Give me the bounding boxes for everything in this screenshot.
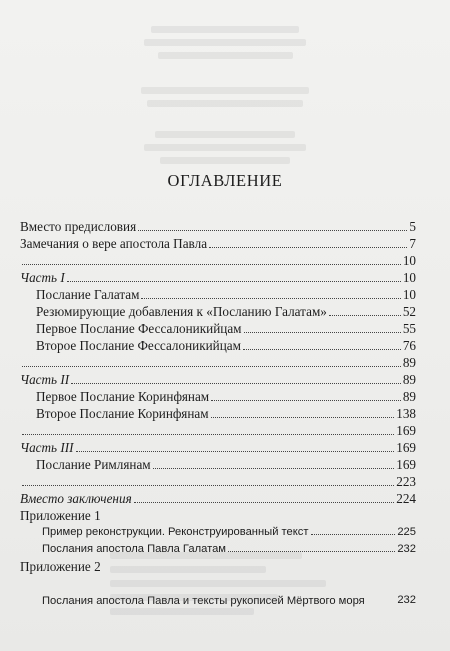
toc-entry-page: 138 xyxy=(396,406,416,421)
toc-leader-dots xyxy=(71,382,401,384)
toc-entry-title: Пример реконструкции. Реконструированный текст xyxy=(42,526,309,538)
toc-leader-dots xyxy=(211,416,395,418)
toc-entry-title: Послания апостола Павла и тексты рукописей Мёртвого моря xyxy=(42,595,365,607)
toc-leader-dots xyxy=(244,331,401,333)
toc-entry-title: Часть I xyxy=(20,270,65,285)
toc-entry-title: Первое Послание Фессалоникийцам xyxy=(36,321,242,336)
toc-entry-title: Вместо предисловия xyxy=(20,219,137,234)
toc-leader-dots xyxy=(141,297,400,299)
toc-entry-title: Часть II xyxy=(20,372,70,387)
toc-entry xyxy=(20,456,416,473)
toc-entry xyxy=(20,473,416,490)
toc-leader-dots xyxy=(134,501,395,503)
toc-entry-page: 232 xyxy=(397,594,416,606)
toc-entry-title: Послания апостола Павла Галатам xyxy=(42,543,227,555)
toc-entry-page: 10 xyxy=(402,287,416,302)
toc-entry xyxy=(20,252,416,269)
toc-entry xyxy=(20,337,416,354)
toc-entry xyxy=(20,320,416,337)
toc-entry xyxy=(20,371,416,388)
toc-entry-page: 169 xyxy=(396,457,416,472)
toc-entry-title: Второе Послание Фессалоникийцам xyxy=(36,338,241,353)
toc-heading: ОГЛАВЛЕНИЕ xyxy=(167,171,283,190)
toc-leader-dots xyxy=(22,433,394,435)
toc-entry-page: 52 xyxy=(402,304,416,319)
toc-leader-dots xyxy=(211,399,401,401)
toc-leader-dots xyxy=(67,280,401,282)
toc-entry-page: 76 xyxy=(402,338,416,353)
toc-entry-title: Послание Галатам xyxy=(36,287,140,302)
toc-entry-page: 7 xyxy=(409,236,416,251)
toc-entry-page: 169 xyxy=(396,440,416,455)
toc-entry xyxy=(20,507,416,524)
toc-entry xyxy=(20,422,416,439)
toc-entry xyxy=(20,388,416,405)
toc-entry-title: Замечания о вере апостола Павла xyxy=(20,236,208,251)
toc-entry-page: 232 xyxy=(397,543,416,555)
show-through-text-top xyxy=(90,20,360,170)
toc-entry-title: Послание Римлянам xyxy=(36,457,151,472)
toc-leader-dots xyxy=(243,348,401,350)
toc-entry-title: Приложение 1 xyxy=(20,508,101,523)
toc-entry xyxy=(20,354,416,371)
toc-leader-dots xyxy=(138,229,407,231)
toc-entry-page: 224 xyxy=(396,491,416,506)
toc-entry-title: Первое Послание Коринфянам xyxy=(36,389,210,404)
toc-entry-page: 223 xyxy=(396,474,416,489)
toc-entry-page: 225 xyxy=(397,526,416,538)
toc-leader-dots xyxy=(76,450,395,452)
toc-leader-dots xyxy=(22,365,401,367)
toc-entry xyxy=(20,405,416,422)
toc-entry-page: 89 xyxy=(402,389,416,404)
toc-entry xyxy=(20,439,416,456)
toc-entry xyxy=(20,490,416,507)
toc-leader-dots xyxy=(153,467,395,469)
show-through-text-bottom xyxy=(110,545,350,622)
toc-leader-dots xyxy=(329,314,401,316)
toc-entry-page: 89 xyxy=(402,355,416,370)
toc-entry-page: 89 xyxy=(402,372,416,387)
toc-entry-title: Приложение 2 xyxy=(20,559,101,574)
toc-entry xyxy=(20,524,416,541)
toc-entry-page: 169 xyxy=(396,423,416,438)
toc-entry-title: Вместо заключения xyxy=(20,491,132,506)
toc-leader-dots xyxy=(209,246,407,248)
toc-entry xyxy=(20,286,416,303)
toc-entry-page: 10 xyxy=(402,270,416,285)
toc-entry xyxy=(20,269,416,286)
toc-entry xyxy=(20,303,416,320)
toc-leader-dots xyxy=(22,484,394,486)
toc-leader-dots xyxy=(22,263,401,265)
toc-entry-title: Часть III xyxy=(20,440,74,455)
toc-entry-page: 5 xyxy=(409,219,416,234)
toc-entry xyxy=(20,235,416,252)
toc-entry-page: 55 xyxy=(402,321,416,336)
toc-entry-page: 10 xyxy=(402,253,416,268)
toc-entry-title: Второе Послание Коринфянам xyxy=(36,406,209,421)
toc-entry-title: Резюмирующие добавления к «Посланию Галатам» xyxy=(36,304,327,319)
toc-leader-dots xyxy=(311,533,396,535)
toc-entry xyxy=(20,218,416,235)
